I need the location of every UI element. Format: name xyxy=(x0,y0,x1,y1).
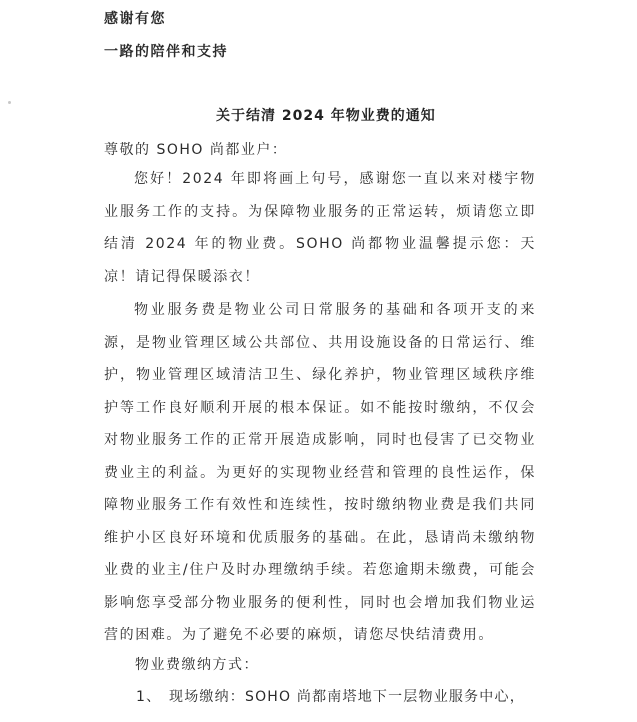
payment-method-number: 1、 xyxy=(136,689,162,705)
paragraph-fee-importance xyxy=(104,294,536,652)
payment-methods-heading: 物业费缴纳方式： xyxy=(135,657,259,673)
header-thanks: 感谢有您 xyxy=(104,11,166,27)
payment-method-text: 现场缴纳：SOHO 尚都南塔地下一层物业服务中心， xyxy=(169,689,525,705)
scan-speck xyxy=(8,101,11,104)
notice-title: 关于结清 2024 年物业费的通知 xyxy=(216,108,436,124)
paragraph-greeting xyxy=(104,163,536,293)
paragraph-greeting-text: 您好！2024 年即将画上句号，感谢您一直以来对楼宇物业服务工作的支持。为保障物业服务的正常运转，烦请您立即结清 2024 年的物业费。SOHO 尚都物业温馨提示您：天凉！请记得保暖添衣！ xyxy=(104,171,536,285)
salutation: 尊敬的 SOHO 尚都业户： xyxy=(104,142,288,158)
header-companionship: 一路的陪伴和支持 xyxy=(104,44,228,60)
payment-method-item xyxy=(136,686,525,706)
paragraph-fee-importance-text: 物业服务费是物业公司日常服务的基础和各项开支的来源，是物业管理区域公共部位、共用设施设备的日常运行、维护，物业管理区域清洁卫生、绿化养护，物业管理区域秩序维护等工作良好顺利开展的根本保证。如不能按时缴纳，不仅会对物业服务工作的正常开展造成影响，同时也侵害了已交物业费业主的利益。为更好的实现物业经营和管理的良性运作，保障物业服务工作有效性和连续性，按时缴纳物业费是我们共同维护小区良好环境和优质服务的基础。在此，恳请尚未缴纳物业费的业主/住户及时办理缴纳手续。若您逾期未缴费，可能会影响您享受部分物业服务的便利性，同时也会增加我们物业运营的困难。为了避免不必要的麻烦，请您尽快结清费用。 xyxy=(104,302,536,643)
